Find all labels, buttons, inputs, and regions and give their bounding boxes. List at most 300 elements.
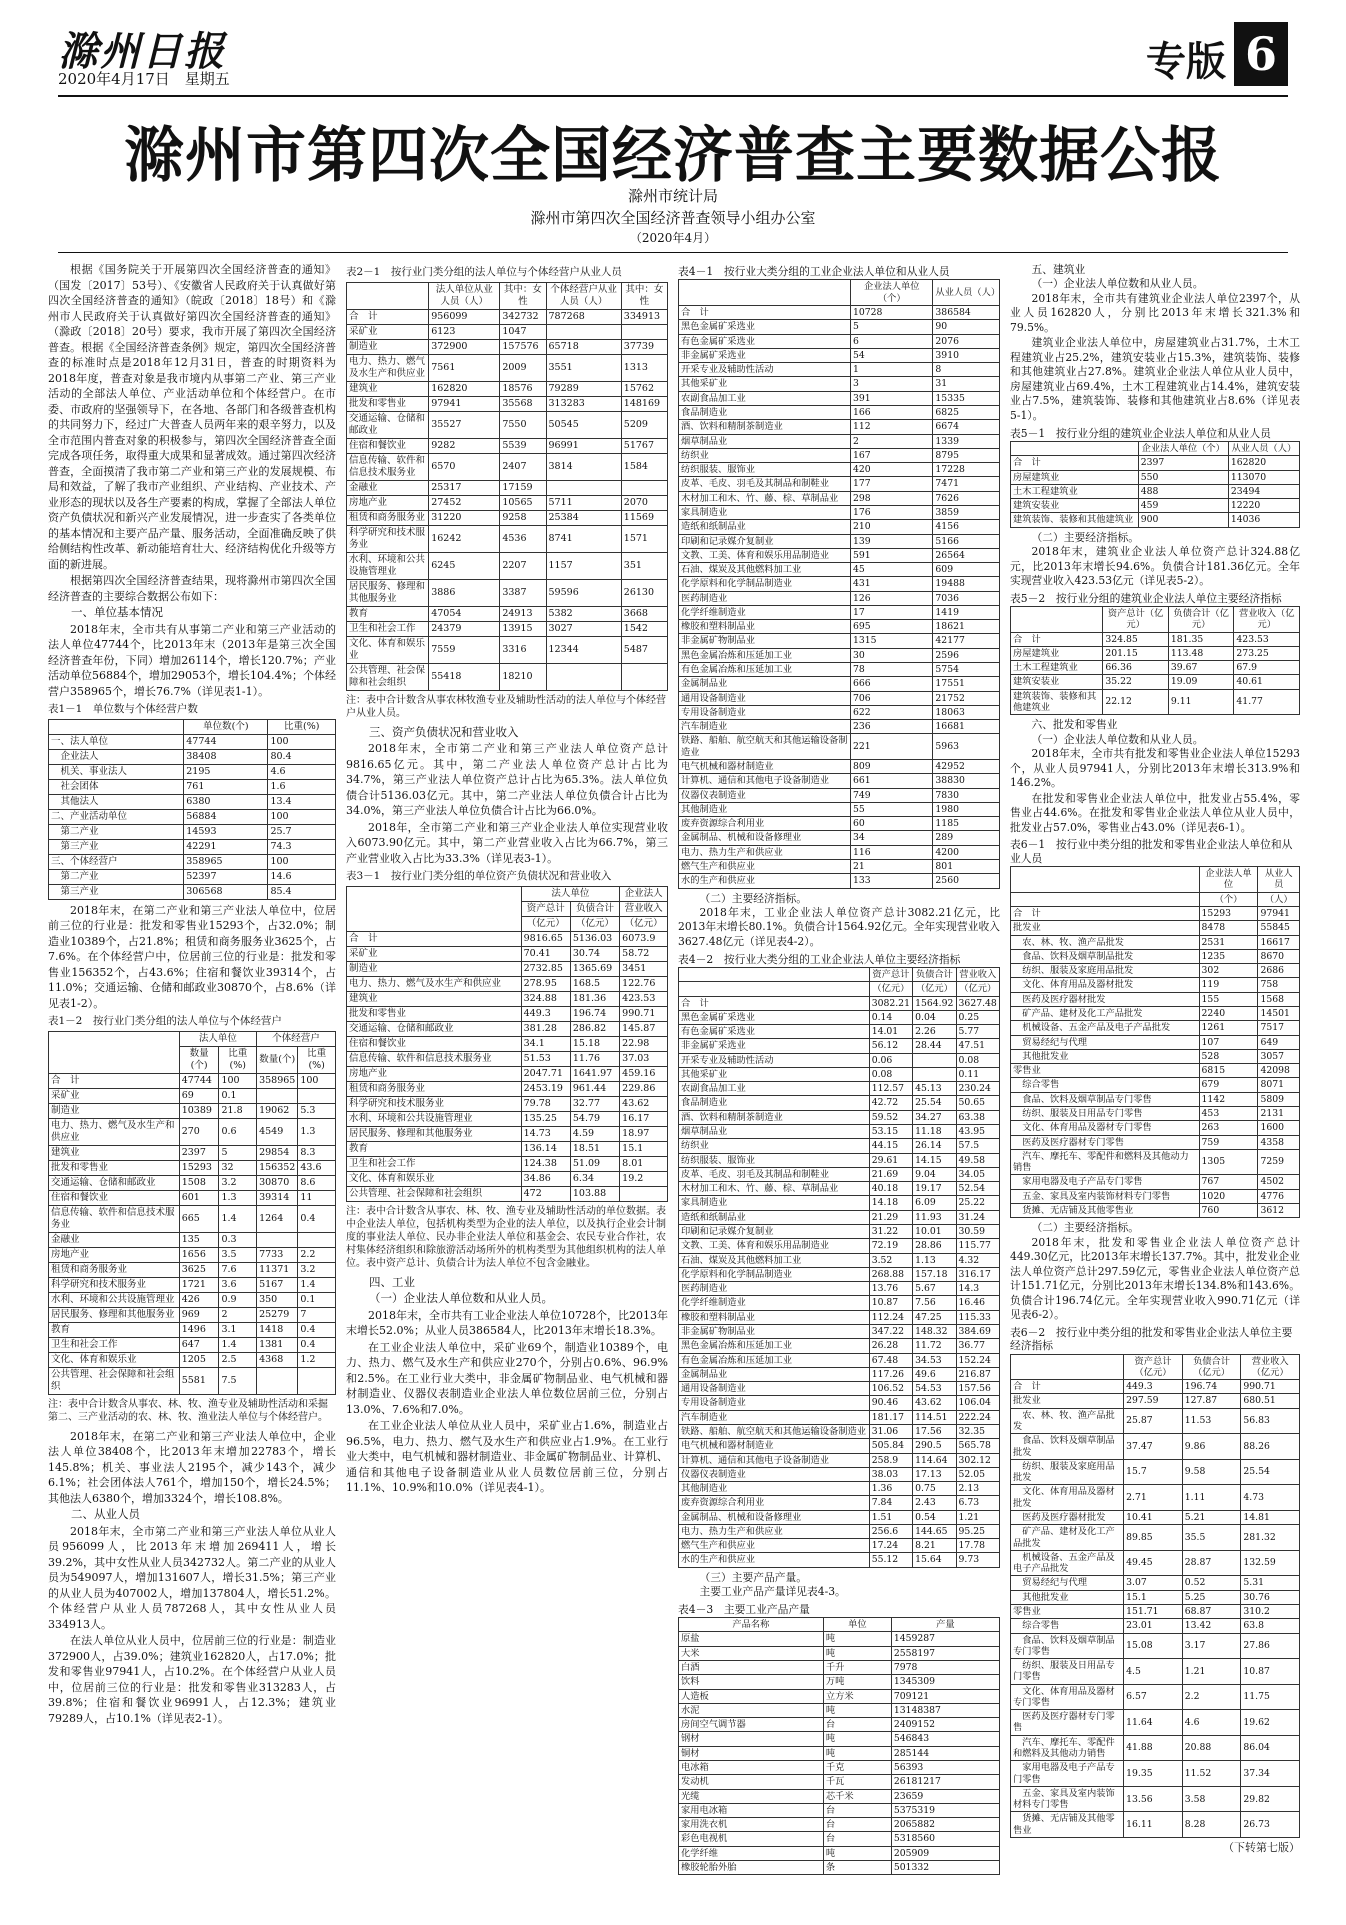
table-cell: 4.32 (956, 1253, 999, 1267)
table-header: 法人单位 (521, 886, 620, 901)
table-cell: 9.04 (913, 1167, 956, 1181)
table-header (679, 982, 870, 996)
table-caption: 表4－2 按行业大类分组的工业企业法人单位主要经济指标 (678, 952, 961, 966)
issuer-2: 滁州市第四次全国经济普查领导小组办公室 (530, 209, 816, 227)
table-cell: 49.45 (1124, 1550, 1183, 1576)
table-cell: 1.2 (298, 1352, 336, 1367)
table-cell: 34.1 (521, 1036, 570, 1051)
table-cell: 53.15 (869, 1125, 912, 1139)
table-row (1011, 675, 1300, 689)
table-cell: 6073.9 (620, 931, 668, 946)
row-label: 居民服务、修理和其他服务业 (347, 1126, 522, 1141)
table-cell: 5.25 (1182, 1590, 1241, 1604)
table-row (679, 348, 1000, 362)
table-cell: 18621 (933, 620, 1000, 634)
table-cell: 230.24 (956, 1082, 999, 1096)
table-row (679, 1053, 1000, 1067)
row-label: 公共管理、社会保障和社会组织 (347, 1186, 522, 1201)
table-cell: 601 (179, 1190, 219, 1205)
table-row (347, 1096, 668, 1111)
table-cell: 45.13 (913, 1082, 956, 1096)
table-cell: 2131 (1258, 1106, 1300, 1120)
table-row (679, 1553, 1000, 1567)
table-row (679, 1210, 1000, 1224)
table-cell: 43.95 (956, 1125, 999, 1139)
table-row (679, 1453, 1000, 1467)
table-cell: 14.73 (521, 1126, 570, 1141)
table-cell: 115.77 (956, 1239, 999, 1253)
table-cell: 38.03 (869, 1467, 912, 1481)
table-cell: 152.24 (956, 1353, 999, 1367)
table-cell: 263 (1199, 1121, 1258, 1135)
table-cell: 0.6 (219, 1118, 257, 1145)
table-cell: 1584 (621, 453, 667, 480)
table-cell: 2596 (933, 648, 1000, 662)
table-cell: 2397 (1138, 456, 1228, 470)
table-cell: 459.16 (620, 1066, 668, 1081)
table-row (1011, 632, 1300, 646)
table-cell: 10.87 (1241, 1659, 1300, 1685)
table-cell: 216.87 (956, 1367, 999, 1381)
table-cell: 10728 (851, 306, 933, 320)
table-cell: 10565 (500, 495, 546, 510)
subsection-heading: （三）主要产品产量。 (699, 1570, 808, 1584)
row-label: 铜材 (679, 1746, 824, 1760)
table-cell: 2.5 (219, 1352, 257, 1367)
table-cell: 1.21 (1182, 1659, 1241, 1685)
table-cell: 7733 (257, 1247, 298, 1262)
table-cell: 5.31 (1241, 1576, 1300, 1590)
table-row (1011, 935, 1300, 949)
table-row (679, 1718, 1000, 1732)
table-cell: 49.6 (913, 1367, 956, 1381)
table-cell: 86.04 (1241, 1735, 1300, 1761)
table-cell: 256.6 (869, 1524, 912, 1538)
table-row (679, 845, 1000, 859)
row-label: 科学研究和技术服务业 (49, 1277, 180, 1292)
row-label: 化学原料和化学制品制造业 (679, 577, 851, 591)
table-header: 比重(%) (268, 719, 336, 734)
table-cell: 21.29 (869, 1210, 912, 1224)
table-cell: 67.9 (1234, 661, 1300, 675)
table-row (347, 381, 668, 396)
row-label: 合 计 (347, 931, 522, 946)
table-header: 营业收入（亿元） (1241, 1354, 1300, 1380)
row-label: 非金属矿采选业 (679, 348, 851, 362)
table-row (1011, 1459, 1300, 1485)
row-label: 房屋建筑业 (1011, 470, 1139, 484)
table-header: 其中：女性 (621, 282, 667, 309)
table-row (347, 606, 668, 621)
table-cell: 222.24 (956, 1410, 999, 1424)
table-cell: 956099 (429, 309, 500, 324)
row-label: 批发业 (1011, 921, 1200, 935)
table-cell: 13915 (500, 621, 546, 636)
table-row (49, 809, 336, 824)
intro-paragraph: 根据第四次全国经济普查结果，现将滁州市第四次全国经济普查的主要综合数据公布如下： (48, 574, 336, 603)
table-row (679, 663, 1000, 677)
table-cell: 5487 (621, 636, 667, 663)
row-label: 电力、热力生产和供应业 (679, 845, 851, 859)
table-row (679, 677, 1000, 691)
table-cell: 0.14 (869, 1010, 912, 1024)
table-cell: 113070 (1228, 470, 1299, 484)
table-cell: 649 (1258, 1035, 1300, 1049)
table-row (49, 1190, 336, 1205)
table-cell: 12220 (1228, 499, 1299, 513)
table-cell: 119 (1199, 978, 1258, 992)
table-cell: 0.9 (219, 1292, 257, 1307)
table-cell: 5754 (933, 663, 1000, 677)
row-label: 文化、体育用品及器材专门零售 (1011, 1121, 1200, 1135)
table-cell: 1264 (257, 1205, 298, 1232)
table-cell: 54 (851, 348, 933, 362)
table-header: 企业法人单位（个） (851, 280, 933, 306)
table-header (1011, 607, 1103, 633)
table-cell: 42291 (184, 839, 268, 854)
table-row (679, 1125, 1000, 1139)
table-header: 营业收入（亿元） (1234, 607, 1300, 633)
row-label: 开采专业及辅助性活动 (679, 1053, 870, 1067)
table-cell: 68.87 (1182, 1604, 1241, 1618)
table-row (1011, 1106, 1300, 1120)
table-cell: 106.04 (956, 1396, 999, 1410)
table-cell: 7517 (1258, 1021, 1300, 1035)
table-cell: 2 (219, 1307, 257, 1322)
table-cell: 50.65 (956, 1096, 999, 1110)
table-cell: 767 (1199, 1175, 1258, 1189)
table-cell: 3.58 (1182, 1786, 1241, 1812)
table-cell: 11.76 (570, 1051, 619, 1066)
table-row (1011, 470, 1300, 484)
table-row (679, 605, 1000, 619)
row-label: 卫生和社会工作 (347, 621, 429, 636)
table-cell: 35527 (429, 411, 500, 438)
table-cell: 4536 (500, 525, 546, 552)
table-cell: 3451 (620, 961, 668, 976)
row-label: 机械设备、五金产品及电子产品批发 (1011, 1550, 1124, 1576)
table-cell: 90 (933, 320, 1000, 334)
table-cell: 5.3 (298, 1103, 336, 1118)
column-4 (1010, 262, 1300, 1856)
body-paragraph: 2018年末，批发和零售业企业法人单位资产总计449.30亿元，比2013年末增长137.7%。其中，批发业企业法人单位资产总计297.59亿元，零售业企业法人单位资产总计151.71亿元，分别比2013年末增长134.8%和143.6%。负债合计196.74亿元。全年实现营业收入990.71亿元（详见表6-2）。 (1010, 1235, 1300, 1322)
table-row (347, 339, 668, 354)
table-row (679, 1689, 1000, 1703)
table-cell: 273.25 (1234, 646, 1300, 660)
row-label: 有色金属冶炼和压延加工业 (679, 663, 851, 677)
table-row (1011, 1064, 1300, 1078)
table-row (49, 1352, 336, 1367)
table-cell: 22.98 (620, 1036, 668, 1051)
table-row (347, 552, 668, 579)
table-cell: 26.73 (1241, 1812, 1300, 1838)
table-row (1011, 1659, 1300, 1685)
table-row (1011, 1121, 1300, 1135)
table-header (1011, 1354, 1124, 1380)
masthead (58, 20, 1288, 90)
table-cell: 17228 (933, 463, 1000, 477)
table-cell: 14036 (1228, 513, 1299, 527)
table-cell: 8.28 (1182, 1812, 1241, 1838)
row-label: 二、产业活动单位 (49, 809, 184, 824)
table-cell: 8.21 (913, 1539, 956, 1553)
table-cell: 2065882 (891, 1818, 999, 1832)
row-label: 非金属矿采选业 (679, 1039, 870, 1053)
row-label: 合 计 (1011, 456, 1139, 470)
table-cell: 9.58 (1182, 1459, 1241, 1485)
row-label: 非金属矿物制品业 (679, 1324, 870, 1338)
table-cell: 17 (851, 605, 933, 619)
table-row (679, 1025, 1000, 1039)
row-label: 机关、事业法人 (49, 764, 184, 779)
table-row (679, 1539, 1000, 1553)
table-cell: 3.07 (1124, 1576, 1183, 1590)
table-row (347, 411, 668, 438)
table-6-1 (1010, 866, 1300, 1218)
table-row (679, 1789, 1000, 1803)
table-cell: 258.9 (869, 1453, 912, 1467)
table-cell: 306568 (184, 884, 268, 899)
table-cell: 79.78 (521, 1096, 570, 1111)
table-row (347, 453, 668, 480)
table-cell: 6825 (933, 405, 1000, 419)
table-row (1011, 1510, 1300, 1524)
table-cell: 8.6 (298, 1175, 336, 1190)
table-row (1011, 1135, 1300, 1149)
row-label: 科学研究和技术服务业 (347, 525, 429, 552)
table-cell: 114.64 (913, 1453, 956, 1467)
row-label: 批发和零售业 (347, 396, 429, 411)
table-cell: 6123 (429, 324, 500, 339)
table-cell: 205909 (891, 1846, 999, 1860)
table-cell: 1261 (1199, 1021, 1258, 1035)
row-label: 医药及医疗器材批发 (1011, 1510, 1124, 1524)
table-cell: 90.46 (869, 1396, 912, 1410)
table-cell: 4368 (257, 1352, 298, 1367)
table-cell: 210 (851, 520, 933, 534)
table-cell: 6.34 (570, 1171, 619, 1186)
table-cell: 25.7 (268, 824, 336, 839)
table-header (1011, 867, 1200, 893)
table-cell: 103.88 (570, 1186, 619, 1201)
table-cell: 5167 (257, 1277, 298, 1292)
table-cell: 19.09 (1168, 675, 1234, 689)
body-paragraph: 2018年末，建筑业企业法人单位资产总计324.88亿元，比2013年末增长94.6%。负债合计181.36亿元。全年实现营业收入423.53亿元（详见表5-2）。 (1010, 545, 1300, 588)
table-cell: 14.81 (1241, 1510, 1300, 1524)
table-cell: 56393 (891, 1760, 999, 1774)
row-label: 饮料 (679, 1675, 824, 1689)
table-row (49, 1118, 336, 1145)
table-row (49, 1175, 336, 1190)
table-row (49, 1073, 336, 1088)
table-row (347, 1036, 668, 1051)
table-cell: 334913 (621, 309, 667, 324)
table-row (679, 648, 1000, 662)
table-cell: 749 (851, 788, 933, 802)
table-cell: 313283 (546, 396, 621, 411)
row-label: 烟草制品业 (679, 434, 851, 448)
row-label: 教育 (347, 606, 429, 621)
table-row (1011, 1203, 1300, 1217)
table-cell: 472 (521, 1186, 570, 1201)
table-row (49, 734, 336, 749)
row-label: 交通运输、仓储和邮政业 (347, 411, 429, 438)
table-cell: 万吨 (823, 1675, 891, 1689)
table-cell: 1.3 (298, 1118, 336, 1145)
table-cell: 吨 (823, 1646, 891, 1660)
table-cell (298, 1232, 336, 1247)
table-cell: 21.8 (219, 1103, 257, 1118)
table-cell: 126 (851, 591, 933, 605)
table-row (1011, 484, 1300, 498)
table-cell: 79289 (546, 381, 621, 396)
table-row (49, 854, 336, 869)
table-row (347, 1081, 668, 1096)
table-cell: 1142 (1199, 1092, 1258, 1106)
table-cell: 221 (851, 734, 933, 760)
table-cell: 26.14 (913, 1139, 956, 1153)
table-row (679, 634, 1000, 648)
row-label: 电冰箱 (679, 1760, 824, 1774)
row-label: 建筑安装业 (1011, 675, 1103, 689)
table-cell: 59596 (546, 579, 621, 606)
table-cell: 千升 (823, 1661, 891, 1675)
table-cell: 316.17 (956, 1267, 999, 1281)
table-cell: 16617 (1258, 935, 1300, 949)
row-label: 公共管理、社会保障和社会组织 (49, 1367, 180, 1394)
row-label: 金属制品业 (679, 677, 851, 691)
table-row (1011, 1049, 1300, 1063)
table-header: 法人单位从业人员（人） (429, 282, 500, 309)
table-cell: 2207 (500, 552, 546, 579)
table-header: 资产总计 (521, 901, 570, 916)
table-cell: 3910 (933, 348, 1000, 362)
table-cell: 30.76 (1241, 1590, 1300, 1604)
table-cell: 324.88 (521, 991, 570, 1006)
table-cell: 505.84 (869, 1439, 912, 1453)
table-cell: 39314 (257, 1190, 298, 1205)
table-cell: 13.4 (268, 794, 336, 809)
table-cell: 528 (1199, 1049, 1258, 1063)
table-cell (621, 663, 667, 690)
row-label: 金属制品、机械和设备修理业 (679, 831, 851, 845)
row-label: 房地产业 (49, 1247, 180, 1262)
row-label: 房屋建筑业 (1011, 646, 1103, 660)
table-cell: 6570 (429, 453, 500, 480)
table-cell: 4358 (1258, 1135, 1300, 1149)
table-row (679, 491, 1000, 505)
table-cell: 11.53 (1182, 1408, 1241, 1434)
table-cell: 0.54 (913, 1510, 956, 1524)
table-cell: 1 (851, 363, 933, 377)
row-label: 采矿业 (49, 1088, 180, 1103)
table-row (347, 579, 668, 606)
table-cell: 115.33 (956, 1310, 999, 1324)
table-cell: 100 (219, 1073, 257, 1088)
table-cell: 38830 (933, 774, 1000, 788)
table-cell: 2.43 (913, 1496, 956, 1510)
body-paragraph: 在工业企业法人单位从业人员中，采矿业占1.6%，制造业占96.5%，电力、热力、燃气及水生产和供应业占1.9%。在工业行业大类中，电气机械和器材制造业、非金属矿物制品业、计算机、通信和其他电子设备制造业从业人员数位居前三位，分别占11.1%、10.9%和10.0%（详见表4-1）。 (346, 1419, 668, 1494)
row-label: 造纸和纸制品业 (679, 1210, 870, 1224)
row-label: 食品、饮料及烟草制品专门零售 (1011, 1633, 1124, 1659)
table-cell: 9.73 (956, 1553, 999, 1567)
table-cell: 3057 (1258, 1049, 1300, 1063)
table-row (679, 760, 1000, 774)
table-header (1011, 441, 1139, 455)
row-label: 家用电器及电子产品专门零售 (1011, 1761, 1124, 1787)
row-label: 黑色金属冶炼和压延加工业 (679, 648, 851, 662)
table-header: （亿元） (620, 916, 668, 931)
table-cell: 25.22 (956, 1196, 999, 1210)
table-header (347, 282, 429, 309)
table-row (49, 1247, 336, 1262)
row-label: 水利、环境和公共设施管理业 (347, 552, 429, 579)
table-row (679, 1510, 1000, 1524)
table-cell: 342732 (500, 309, 546, 324)
table-cell: 89.85 (1124, 1525, 1183, 1551)
table-row (49, 1262, 336, 1277)
table-row (679, 306, 1000, 320)
table-cell: 21.69 (869, 1167, 912, 1181)
table-cell: 148169 (621, 396, 667, 411)
table-cell: 42098 (1258, 1064, 1300, 1078)
table-header: 负债合计（亿元） (1168, 607, 1234, 633)
table-row (679, 1467, 1000, 1481)
subsection-heading: （一）企业法人单位数和从业人员。 (1031, 277, 1204, 291)
row-label: 综合零售 (1011, 1078, 1200, 1092)
table-cell: 42.72 (869, 1096, 912, 1110)
table-cell: 5711 (546, 495, 621, 510)
table-cell: 144.65 (913, 1524, 956, 1538)
row-label: 建筑业 (49, 1145, 180, 1160)
row-label: 贸易经纪与代理 (1011, 1576, 1124, 1590)
table-cell: 8.3 (298, 1145, 336, 1160)
table-cell: 0.4 (298, 1322, 336, 1337)
row-label: 计算机、通信和其他电子设备制造业 (679, 774, 851, 788)
table-cell: 665 (179, 1205, 219, 1232)
row-label: 皮革、毛皮、羽毛及其制品和制鞋业 (679, 1167, 870, 1181)
subsection-heading: （一）企业法人单位数和从业人员。 (1031, 732, 1204, 746)
table-cell: 0.06 (869, 1053, 912, 1067)
table-row (679, 420, 1000, 434)
table-row (679, 996, 1000, 1010)
table-cell: 157576 (500, 339, 546, 354)
table-cell: 37739 (621, 339, 667, 354)
table-cell: 1656 (179, 1247, 219, 1262)
row-label: 信息传输、软件和信息技术服务业 (347, 453, 429, 480)
subsection-heading: （一）企业法人单位数和从业人员。 (369, 1291, 553, 1305)
table-cell (257, 1088, 298, 1103)
table-cell: 23494 (1228, 484, 1299, 498)
table-cell: 298 (851, 491, 933, 505)
table-cell: 25.54 (1241, 1459, 1300, 1485)
table-cell: 297.59 (1124, 1394, 1183, 1408)
table-cell: 8071 (1258, 1078, 1300, 1092)
table-cell: 14593 (184, 824, 268, 839)
table-cell: 5581 (179, 1367, 219, 1394)
row-label: 水泥 (679, 1703, 824, 1717)
table-row (679, 1239, 1000, 1253)
row-label: 纺织、服装及日用品专门零售 (1011, 1106, 1200, 1120)
table-cell: 31 (933, 377, 1000, 391)
table-cell: 6380 (184, 794, 268, 809)
table-cell: 30.59 (956, 1225, 999, 1239)
section-heading: 五、建筑业 (1031, 263, 1086, 276)
table-cell: 201.15 (1103, 646, 1169, 660)
table-row (679, 705, 1000, 719)
table-cell: 6815 (1199, 1064, 1258, 1078)
table-cell: 5963 (933, 734, 1000, 760)
